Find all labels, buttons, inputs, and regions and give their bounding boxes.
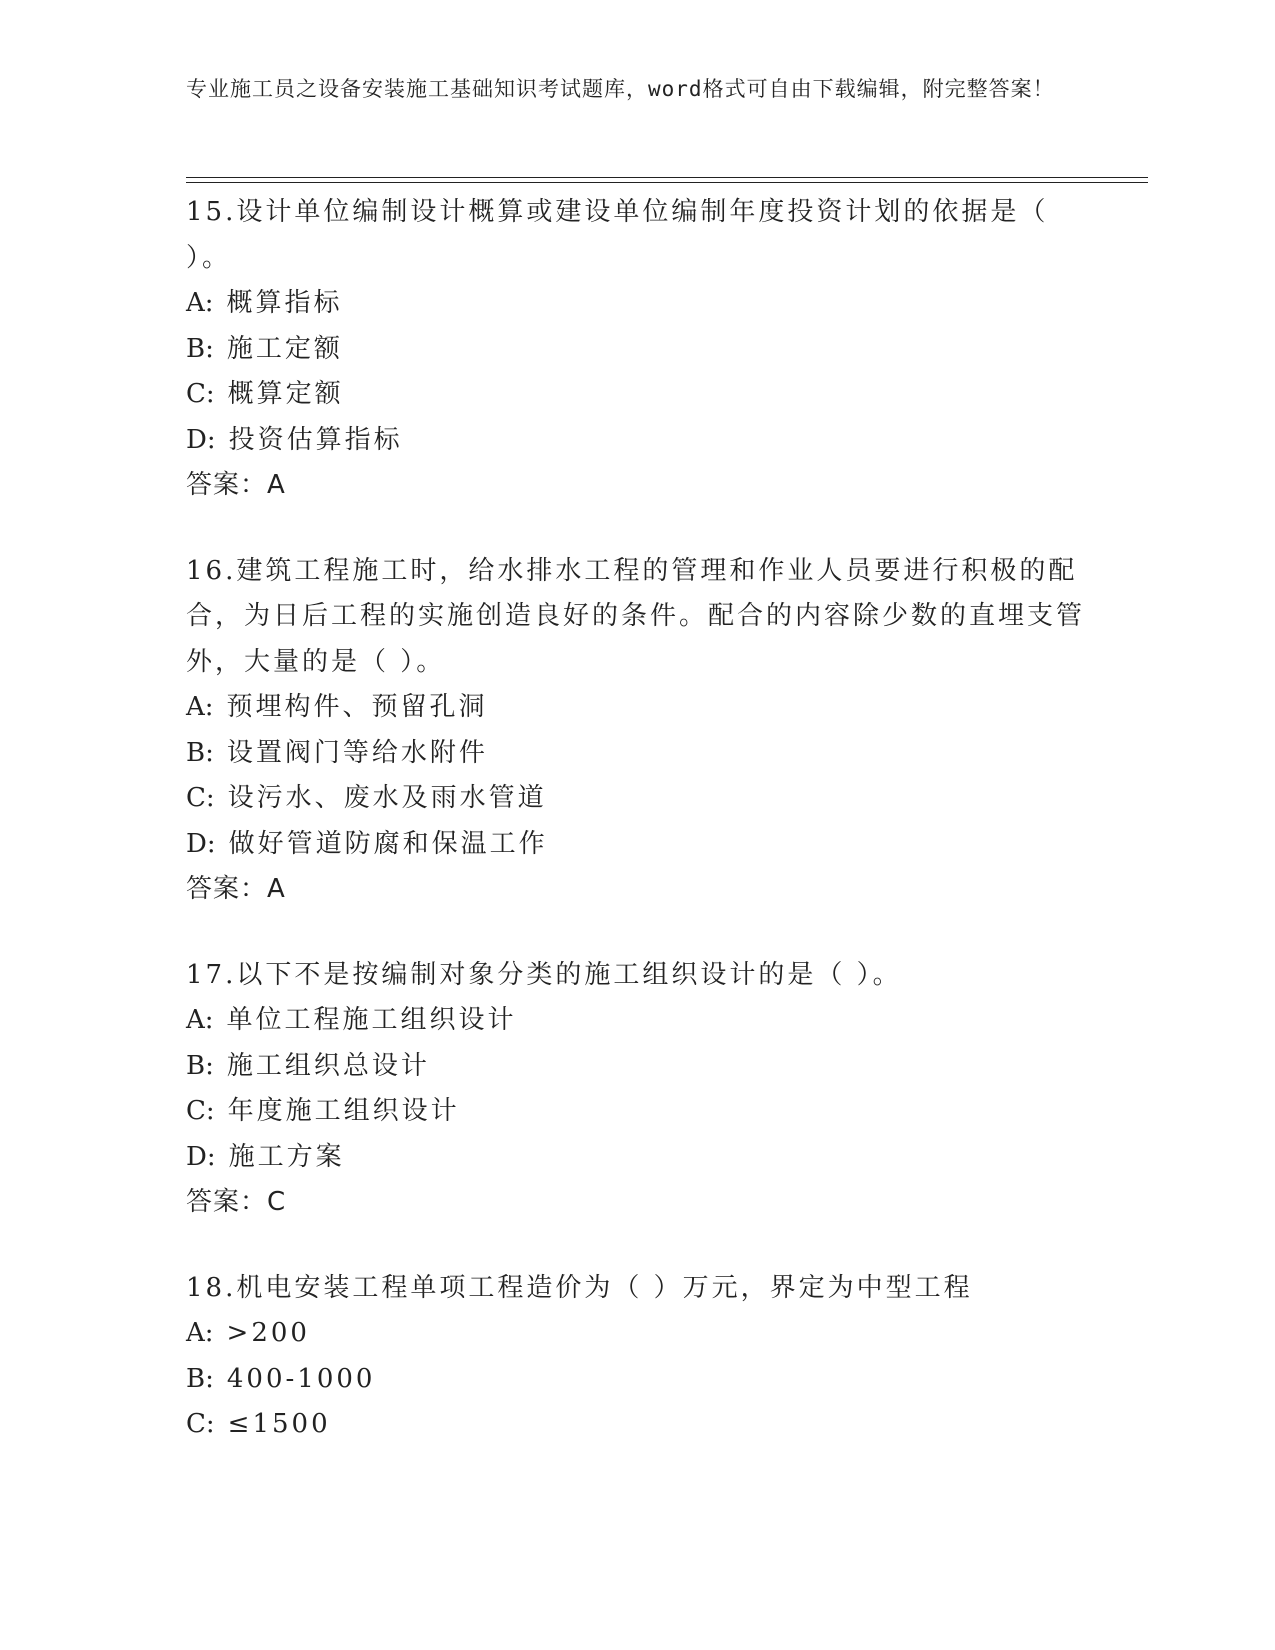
- question-text: 设计单位编制设计概算或建设单位编制年度投资计划的依据是（ ）。: [186, 197, 1049, 273]
- option-text: ≤1500: [227, 1409, 331, 1439]
- header-rule-top: [186, 177, 1148, 178]
- question-15: [186, 190, 1086, 509]
- answer-line: 答案：A: [186, 874, 286, 904]
- option-text: 施工定额: [226, 333, 343, 364]
- option-text: 设置阀门等给水附件: [226, 737, 488, 768]
- question-text: 机电安装工程单项工程造价为（ ）万元，界定为中型工程: [236, 1272, 973, 1303]
- option-c: C: ≤1500: [186, 1409, 331, 1439]
- option-d: D: 投资估算指标: [186, 424, 403, 455]
- page-header: [186, 72, 1066, 106]
- option-text: 施工组织总设计: [226, 1050, 430, 1081]
- question-list: [186, 190, 1086, 1488]
- option-b: B: 施工组织总设计: [186, 1050, 430, 1081]
- option-c: C: 年度施工组织设计: [186, 1096, 460, 1126]
- option-text: 年度施工组织设计: [227, 1096, 460, 1126]
- option-text: 设污水、废水及雨水管道: [227, 783, 547, 813]
- option-text: 做好管道防腐和保温工作: [228, 828, 548, 859]
- option-text: >200: [226, 1318, 310, 1348]
- option-text: 概算定额: [227, 379, 344, 409]
- option-b: B: 400-1000: [186, 1363, 376, 1394]
- question-stem: [186, 190, 1086, 281]
- question-18: [186, 1266, 1086, 1448]
- question-16: [186, 549, 1086, 913]
- option-b: B: 施工定额: [186, 333, 343, 364]
- option-a: A: >200: [186, 1318, 310, 1348]
- question-stem: [186, 953, 1086, 999]
- option-c: C: 设污水、废水及雨水管道: [186, 783, 547, 813]
- option-d: D: 做好管道防腐和保温工作: [186, 828, 548, 859]
- option-a: A: 预埋构件、预留孔洞: [186, 692, 488, 722]
- option-text: 投资估算指标: [228, 424, 403, 455]
- option-text: 概算指标: [226, 288, 343, 318]
- question-number: 15.: [186, 197, 237, 227]
- question-text: 以下不是按编制对象分类的施工组织设计的是（ ）。: [236, 959, 902, 990]
- question-number: 17.: [186, 959, 237, 990]
- option-text: 施工方案: [228, 1141, 345, 1172]
- option-a: A: 单位工程施工组织设计: [186, 1005, 517, 1035]
- answer-line: 答案：C: [186, 1187, 287, 1217]
- question-number: 18.: [186, 1272, 237, 1303]
- question-17: [186, 953, 1086, 1226]
- header-text: 专业施工员之设备安装施工基础知识考试题库，word格式可自由下载编辑，附完整答案！: [186, 77, 1055, 101]
- question-number: 16.: [186, 555, 237, 586]
- question-stem: [186, 549, 1086, 686]
- option-c: C: 概算定额: [186, 379, 344, 409]
- header-rule-bottom: [186, 182, 1148, 183]
- option-a: A: 概算指标: [186, 288, 343, 318]
- answer-line: 答案：A: [186, 470, 286, 500]
- option-b: B: 设置阀门等给水附件: [186, 737, 488, 768]
- option-text: 400-1000: [226, 1363, 376, 1394]
- question-stem: [186, 1266, 1086, 1312]
- option-text: 单位工程施工组织设计: [226, 1005, 517, 1035]
- question-text: 建筑工程施工时，给水排水工程的管理和作业人员要进行积极的配合，为日后工程的实施创造良好的条件。配合的内容除少数的直埋支管外，大量的是（ ）。: [186, 555, 1086, 677]
- option-d: D: 施工方案: [186, 1141, 345, 1172]
- option-text: 预埋构件、预留孔洞: [226, 692, 488, 722]
